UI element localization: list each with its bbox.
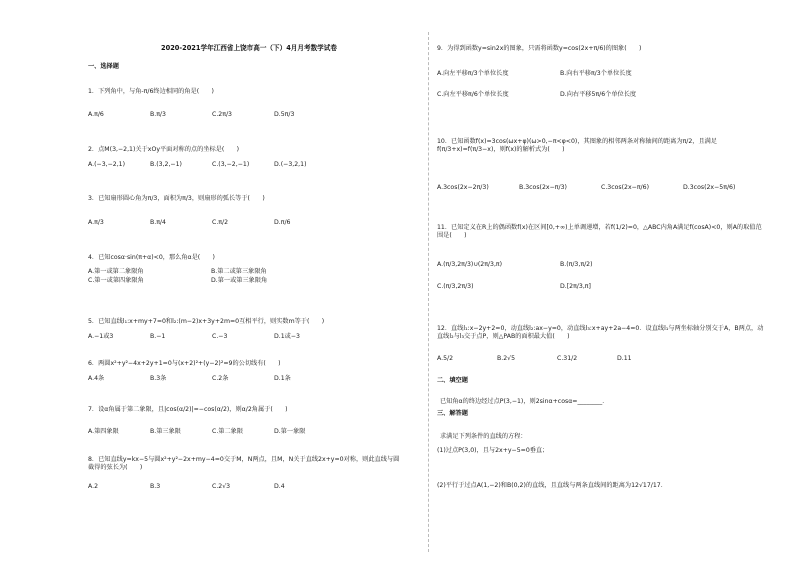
option: D.向右平移5π/6个单位长度 bbox=[560, 91, 637, 98]
options-9a bbox=[437, 70, 683, 78]
answer-intro: 求满足下列条件的直线的方程： bbox=[440, 433, 527, 440]
option: A.向左平移π/3个单位长度 bbox=[437, 70, 509, 77]
option: B.向右平移π/3个单位长度 bbox=[560, 70, 632, 77]
option: C.第二象限 bbox=[212, 428, 244, 435]
option: A.π/6 bbox=[88, 111, 104, 118]
option: D.1或−3 bbox=[274, 333, 300, 340]
option: B.2√5 bbox=[497, 355, 516, 362]
option: A.π/3 bbox=[88, 219, 104, 226]
section-answer: 三、解答题 bbox=[437, 410, 468, 417]
question-12: 12．直线l₁:x−2y+2=0，动直线l₂:ax−y=0，动直线l₃:x+ay+2a−4=0．设直线l₁与两坐标轴分别交于A，B两点，动直线l₂与l₃交于点P，则△PAB的面积最大值( ) bbox=[437, 325, 764, 340]
option: A.(−3,−2,1) bbox=[88, 161, 126, 168]
question-11: 11．已知定义在R上的偶函数f(x)在区间[0,+∞)上单调递增，若f(1/2)=0，△ABC内角A满足f(cosA)<0，则A的取值范围是( ) bbox=[437, 224, 762, 239]
option: D.3cos(2x−5π/6) bbox=[683, 184, 736, 191]
option: C.(3,−2,−1) bbox=[212, 161, 250, 168]
option: A.第四象限 bbox=[88, 428, 119, 435]
question-8: 8．已知直线y=kx−5与圆x²+y²−2x+my−4=0交于M，N两点，且M，N关于直线2x+y=0对称，则此直线与圆截得的弦长为( ) bbox=[88, 456, 400, 471]
option: D.第一或第三象限角 bbox=[211, 277, 268, 284]
option: C.31/2 bbox=[557, 355, 578, 362]
option: D.1条 bbox=[274, 375, 291, 382]
option: A.3cos(2x−2π/3) bbox=[437, 184, 489, 191]
options-6 bbox=[88, 375, 336, 383]
option: C.2条 bbox=[212, 375, 229, 382]
options-11a bbox=[437, 261, 683, 269]
option: B.3条 bbox=[150, 375, 167, 382]
question-10: 10．已知函数f(x)=3cos(ωx+φ)(ω>0,−π<φ<0)，其图象的相邻两条对称轴间的距离为π/2，且满足f(π/3+x)=f(π/3−x)，则f(x)的解析式为( ) bbox=[437, 138, 718, 153]
option: C.2√3 bbox=[212, 483, 231, 490]
question-4: 4．已知cosα·sin(π+α)<0，那么角α是( ) bbox=[88, 254, 215, 261]
option: D.π/6 bbox=[274, 219, 291, 226]
option: D.[2π/3,π] bbox=[560, 283, 591, 290]
question-3: 3．已知扇形圆心角为π/3，面积为π/3，则扇形的弧长等于( ) bbox=[88, 195, 265, 202]
option: B.第三象限 bbox=[150, 428, 181, 435]
option: C.第一或第四象限角 bbox=[88, 277, 144, 284]
option: B.−1 bbox=[150, 333, 166, 340]
option: A.第一或第二象限角 bbox=[88, 268, 144, 275]
options-3 bbox=[88, 219, 336, 227]
option: D.11 bbox=[617, 355, 632, 362]
options-9b bbox=[437, 91, 683, 99]
option: B.(π/3,π/2) bbox=[560, 261, 593, 268]
options-4a bbox=[88, 268, 334, 276]
options-7 bbox=[88, 428, 336, 436]
question-7: 7．设α角属于第二象限，且|cos(α/2)|=−cos(α/2)，则α/2角属于( ) bbox=[88, 406, 288, 413]
options-1 bbox=[88, 111, 336, 119]
option: C.3cos(2x−π/6) bbox=[601, 184, 649, 191]
option: C.向左平移π/6个单位长度 bbox=[437, 91, 509, 98]
option: D.4 bbox=[274, 483, 285, 490]
options-4b bbox=[88, 277, 334, 285]
question-5: 5．已知直线l₁:x+my+7=0和l₂:(m−2)x+3y+2m=0互相平行，则实数m等于( ) bbox=[88, 318, 325, 325]
option: A.(π/3,2π/3)∪(2π/3,π) bbox=[437, 261, 503, 268]
option: D.第一象限 bbox=[274, 428, 306, 435]
answer-question-2: (2)平行于过点A(1,−2)和B(0,2)的直线，且直线与两条直线间的距离为12√17/17． bbox=[437, 482, 667, 489]
option: C.π/2 bbox=[212, 219, 229, 226]
question-9: 9．为得到函数y=sin2x的图象，只需将函数y=cos(2x+π/6)的图象( ) bbox=[437, 45, 642, 52]
option: D.5π/3 bbox=[274, 111, 295, 118]
options-11b bbox=[437, 283, 683, 291]
answer-question-1: (1)过点P(3,0)，且与2x+y−5=0垂直； bbox=[437, 447, 549, 454]
option: B.π/4 bbox=[150, 219, 166, 226]
option: A.2 bbox=[88, 483, 99, 490]
option: B.第二或第三象限角 bbox=[211, 268, 267, 275]
options-8 bbox=[88, 483, 336, 491]
option: B.3 bbox=[150, 483, 161, 490]
options-12 bbox=[437, 355, 677, 363]
exam-title: 2020-2021学年江西省上饶市高一（下）4月月考数学试卷 bbox=[161, 44, 337, 52]
option: A.−1或3 bbox=[88, 333, 114, 340]
option: C.−3 bbox=[212, 333, 228, 340]
option: B.(3,2,−1) bbox=[150, 161, 182, 168]
option: B.π/3 bbox=[150, 111, 166, 118]
question-1: 1．下列角中，与角-π/6终边相同的角是( ) bbox=[88, 88, 214, 95]
options-2 bbox=[88, 161, 336, 169]
option: D.(−3,2,1) bbox=[274, 161, 307, 168]
question-6: 6．两圆x²+y²−4x+2y+1=0与(x+2)²+(y−2)²=9的公切线有( ) bbox=[88, 360, 281, 367]
question-2: 2．点M(3,−2,1)关于xOy平面对称的点的坐标是( ) bbox=[88, 146, 240, 153]
options-5 bbox=[88, 333, 336, 341]
option: B.3cos(2x−π/3) bbox=[519, 184, 567, 191]
section-choice: 一、选择题 bbox=[88, 63, 119, 70]
option: A.5/2 bbox=[437, 355, 454, 362]
option: C.2π/3 bbox=[212, 111, 232, 118]
option: A.4条 bbox=[88, 375, 105, 382]
options-10 bbox=[437, 184, 765, 192]
column-divider bbox=[428, 32, 429, 552]
section-fill: 二、填空题 bbox=[437, 377, 468, 384]
option: C.(π/3,2π/3) bbox=[437, 283, 474, 290]
fill-question: 已知角α的终边经过点P(3,−1)，则2sinα+cosα=________． bbox=[440, 398, 609, 405]
